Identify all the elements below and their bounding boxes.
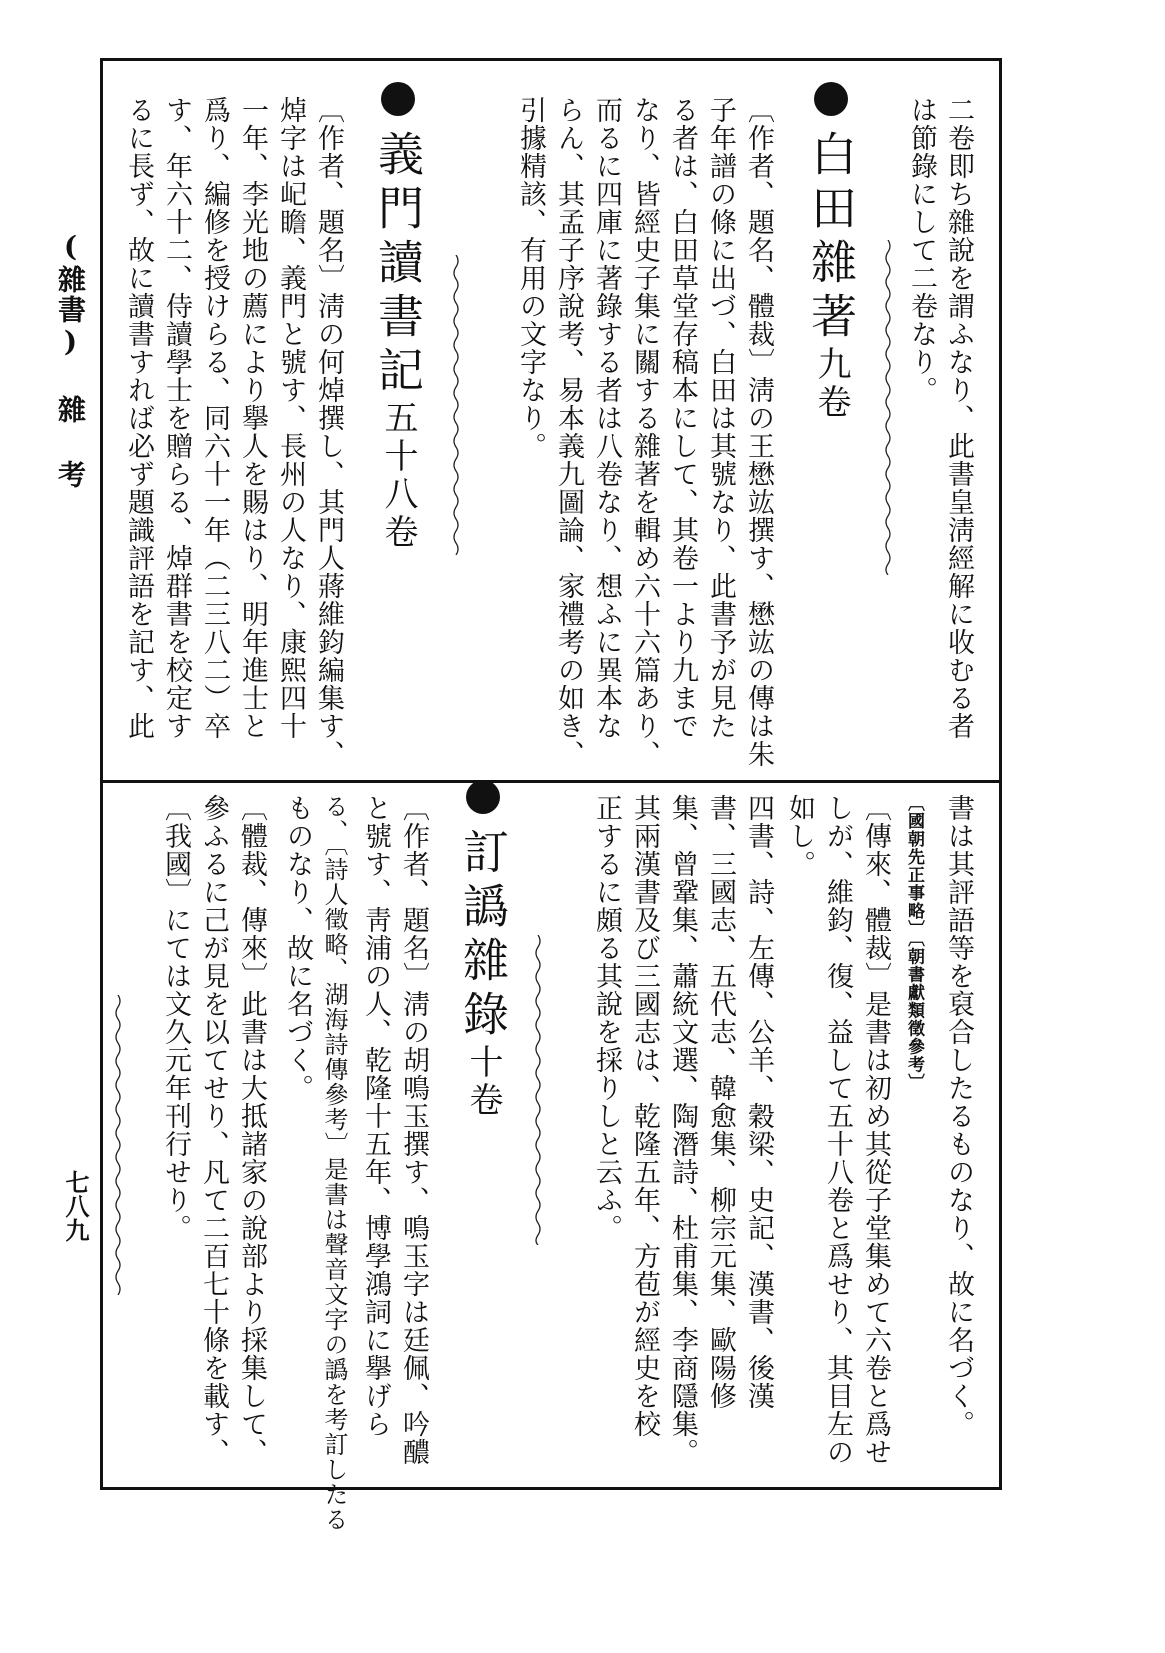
text-column: 引據精該、有用の文字なり。 (515, 96, 546, 460)
text-column: 正するに頗る其說を採りしと云ふ。 (591, 794, 622, 1242)
text-column: 而るに四庫に著錄する者は八卷なり、想ふに異本な (591, 96, 622, 740)
entry-title: 訂譌雜錄十卷 (460, 780, 506, 1120)
bullet-icon (814, 82, 848, 116)
text-column: る者は、白田草堂存稿本にして、其卷一より九まで (667, 96, 698, 740)
page-number: 七八九 (61, 1170, 90, 1242)
bullet-icon (381, 82, 415, 116)
text-column: 書、三國志、五代志、韓愈集、柳宗元集、歐陽修 (705, 794, 736, 1410)
text-column: 子年譜の條に出づ、白田は其號なり、此書予が見た (705, 96, 736, 740)
text-column: 爲り、編修を授けらる、同六十一年（二三八二）卒 (199, 96, 230, 740)
entry-title: 義門讀書記五十八卷 (375, 82, 421, 552)
text-column: 書は其評語等を裒合したるものなり、故に名づく。 (943, 794, 974, 1438)
text-column: 集、曾鞏集、蕭統文選、陶潛詩、杜甫集、李商隱集。 (667, 794, 698, 1466)
wavy-rule (880, 240, 896, 575)
text-column: らん、其孟子序說考、易本義九圖論、家禮考の如き、 (553, 96, 584, 768)
text-column: 〔我國〕にては文久元年刊行せり。 (160, 794, 191, 1242)
text-column: 〔體裁、傳來〕此書は大抵諸家の說部より採集して、 (236, 794, 267, 1466)
wavy-rule (448, 255, 464, 555)
text-column: と號す、靑浦の人、乾隆十五年、博學鴻詞に擧げら (360, 794, 391, 1438)
entry-title: 白田雜著九卷 (808, 82, 854, 422)
text-column: る、〔詩人徵略、湖海詩傳參考〕是書は聲音文字の譌を考訂したる (320, 794, 348, 1532)
wavy-rule (110, 995, 126, 1295)
wavy-rule (530, 935, 546, 1245)
text-column: なり、皆經史子集に關する雜著を輯め六十六篇あり、 (629, 96, 660, 768)
half-divider (100, 780, 1002, 783)
text-column: 二卷即ち雜說を謂ふなり、此書皇淸經解に收むる者 (943, 96, 974, 740)
citation-note: 〔國朝先正事略〕〔朝書獻類徵參考〕 (904, 794, 924, 1092)
text-column: 〔傳來、體裁〕是書は初め其從子堂集めて六卷と爲せ (860, 794, 891, 1466)
text-column: 〔作者、題名、體裁〕淸の王懋竑撰す、懋竑の傳は朱 (743, 96, 774, 768)
text-column: 一年、李光地の薦により擧人を賜はり、明年進士と (237, 96, 268, 740)
text-column: 參ふるに己が見を以てせり、凡て二百七十條を載す、 (198, 794, 229, 1466)
text-column: 焯字は屺瞻、義門と號す、長州の人なり、康熙四十 (275, 96, 306, 740)
bullet-icon (466, 780, 500, 814)
text-column: ものなり、故に名づく。 (282, 794, 313, 1102)
text-column: 如し。 (784, 794, 815, 878)
text-column: るに長ず、故に讀書すれば必ず題識評語を記す、此 (123, 96, 154, 740)
text-column: 其兩漢書及び三國志は、乾隆五年、方苞が經史を校 (629, 794, 660, 1438)
text-column: しが、維鈞、復、益して五十八卷と爲せり、其目左の (822, 794, 853, 1466)
text-column: 〔作者、題名〕淸の胡鳴玉撰す、鳴玉字は廷佩、吟醲 (398, 794, 429, 1466)
text-column: 〔作者、題名〕淸の何焯撰し、其門人蔣維鈞編集す、 (313, 96, 344, 768)
section-header: (雜書) 雜 考 (54, 230, 87, 490)
text-column: す、年六十二、侍讀學士を贈らる、焯群書を校定す (161, 96, 192, 740)
text-column: 四書、詩、左傳、公羊、穀梁、史記、漢書、後漢 (743, 794, 774, 1410)
text-column: は節錄にして二卷なり。 (906, 96, 937, 404)
